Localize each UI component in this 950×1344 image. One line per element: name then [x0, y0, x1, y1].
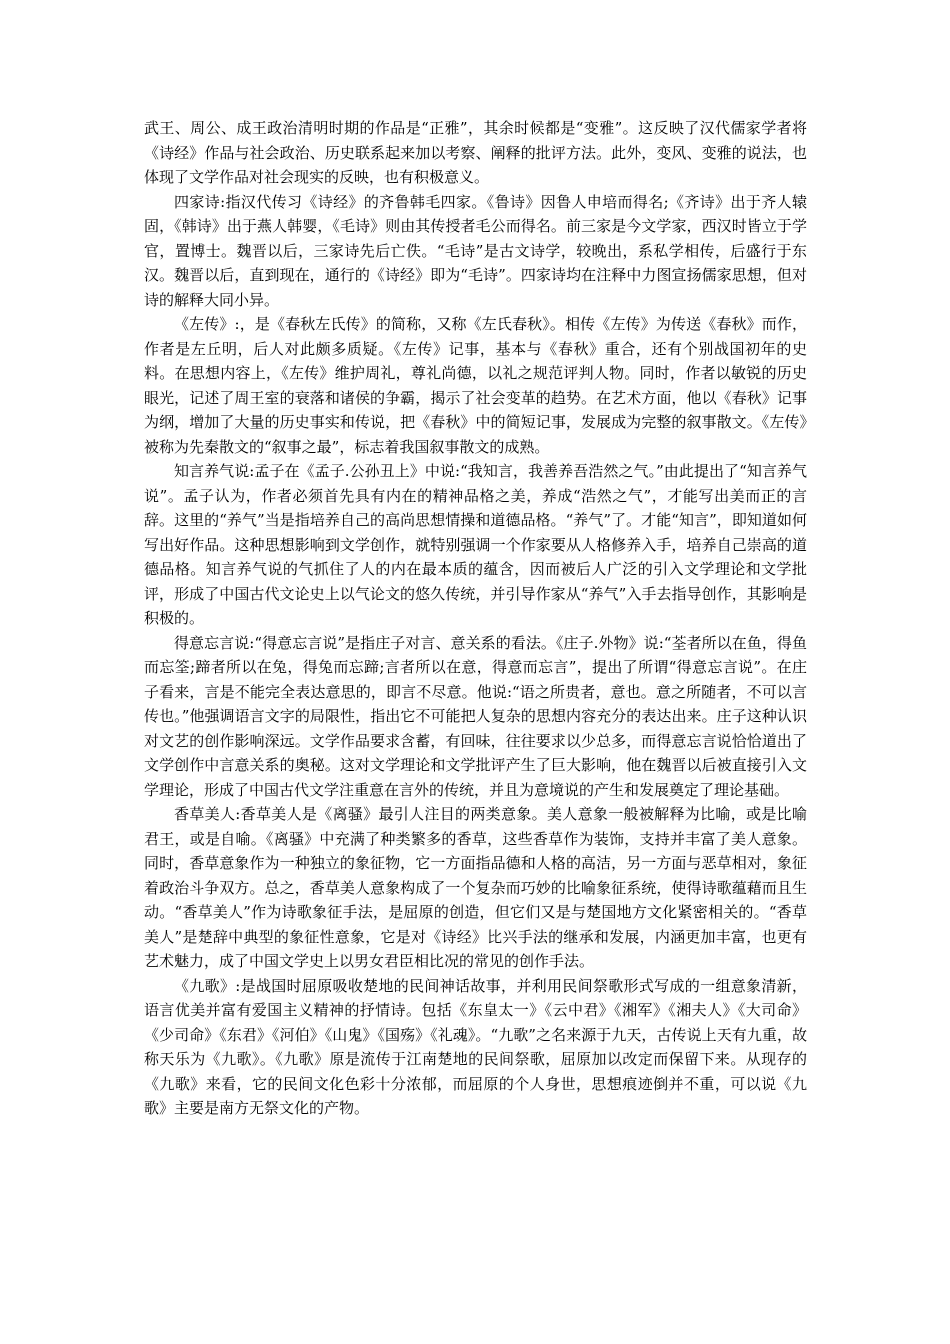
paragraph-fengya: 武王、周公、成王政治清明时期的作品是“正雅”，其余时候都是“变雅”。这反映了汉代儒家学者将《诗经》作品与社会政治、历史联系起来加以考察、阐释的批评方法。此外，变风、变雅的说法，也体现了文学作品对社会现实的反映，也有积极意义。 — [144, 119, 807, 186]
paragraph-zhiyan-yangqi: 知言养气说:孟子在《孟子.公孙丑上》中说:“我知言，我善养吾浩然之气。”由此提出了“知言养气说”。孟子认为，作者必须首先具有内在的精神品格之美，养成“浩然之气”，才能写出美而正的言辞。这里的“养气”当是指培养自己的高尚思想情操和道德品格。“养气”了。才能“知言”，即知道如何写出好作品。这种思想影响到文学创作，就特别强调一个作家要从人格修养入手，培养自己崇高的道德品格。知言养气说的气抓住了人的内在最本质的蕴含，因而被后人广泛的引入文学理论和文学批评，形成了中国古代文论史上以气论文的悠久传统，并引导作家从“养气”入手去指导创作，其影响是积极的。 — [144, 462, 807, 627]
document-page — [144, 116, 807, 1121]
paragraph-xiangcao-meiren: 香草美人:香草美人是《离骚》最引人注目的两类意象。美人意象一般被解释为比喻，或是比喻君王，或是自喻。《离骚》中充满了种类繁多的香草，这些香草作为装饰，支持并丰富了美人意象。同时，香草意象作为一种独立的象征物，它一方面指品德和人格的高洁，另一方面与恶草相对，象征着政治斗争双方。总之，香草美人意象构成了一个复杂而巧妙的比喻象征系统，使得诗歌蕴藉而且生动。“香草美人”作为诗歌象征手法，是屈原的创造，但它们又是与楚国地方文化紧密相关的。“香草美人”是楚辞中典型的象征性意象，它是对《诗经》比兴手法的继承和发展，内涵更加丰富，也更有艺术魅力，成了中国文学史上以男女君臣相比况的常见的创作手法。 — [144, 805, 807, 970]
paragraph-deyi-wangyan: 得意忘言说:“得意忘言说”是指庄子对言、意关系的看法。《庄子.外物》说:“荃者所以在鱼，得鱼而忘筌;蹄者所以在兔，得兔而忘蹄;言者所以在意，得意而忘言”，提出了所谓“得意忘言说”。在庄子看来，言是不能完全表达意思的，即言不尽意。他说:“语之所贵者，意也。意之所随者，不可以言传也。”他强调语言文字的局限性，指出它不可能把人复杂的思想内容充分的表达出来。庄子这种认识对文艺的创作影响深远。文学作品要求含蓄，有回味，往往要求以少总多，而得意忘言说恰恰道出了文学创作中言意关系的奥秘。这对文学理论和文学批评产生了巨大影响，他在魏晋以后被直接引入文学理论，形成了中国古代文学注重意在言外的传统，并且为意境说的产生和发展奠定了理论基础。 — [144, 633, 807, 799]
paragraph-zuozhuan: 《左传》:，是《春秋左氏传》的简称，又称《左氏春秋》。相传《左传》为传送《春秋》而作，作者是左丘明，后人对此颇多质疑。《左传》记事，基本与《春秋》重合，还有个别战国初年的史料。在思想内容上，《左传》维护周礼，尊礼尚德，以礼之规范评判人物。同时，作者以敏锐的历史眼光，记述了周王室的衰落和诸侯的争霸，揭示了社会变革的趋势。在艺术方面，他以《春秋》记事为纲，增加了大量的历史事实和传说，把《春秋》中的简短记事，发展成为完整的叙事散文。《左传》被称为先秦散文的“叙事之最”，标志着我国叙事散文的成熟。 — [144, 315, 807, 456]
paragraph-jiuge: 《九歌》:是战国时屈原吸收楚地的民间神话故事，并利用民间祭歌形式写成的一组意象清新，语言优美并富有爱国主义精神的抒情诗。包括《东皇太一》《云中君》《湘军》《湘夫人》《大司命》《少司命》《东君》《河伯》《山鬼》《国殇》《礼魂》。“九歌”之名来源于九天，古传说上天有九重，故称天乐为《九歌》。《九歌》原是流传于江南楚地的民间祭歌，屈原加以改定而保留下来。从现存的《九歌》来看，它的民间文化色彩十分浓郁，而屈原的个人身世，思想痕迹倒并不重，可以说《九歌》主要是南方无祭文化的产物。 — [144, 976, 807, 1117]
paragraph-sijiashi: 四家诗:指汉代传习《诗经》的齐鲁韩毛四家。《鲁诗》因鲁人申培而得名;《齐诗》出于齐人辕固，《韩诗》出于燕人韩婴，《毛诗》则由其传授者毛公而得名。前三家是今文学家，西汉时皆立于学官，置博士。魏晋以后，三家诗先后亡佚。“毛诗”是古文诗学，较晚出，系私学相传，后盛行于东汉。魏晋以后，直到现在，通行的《诗经》即为“毛诗”。四家诗均在注释中力图宣扬儒家思想，但对诗的解释大同小异。 — [144, 192, 807, 309]
